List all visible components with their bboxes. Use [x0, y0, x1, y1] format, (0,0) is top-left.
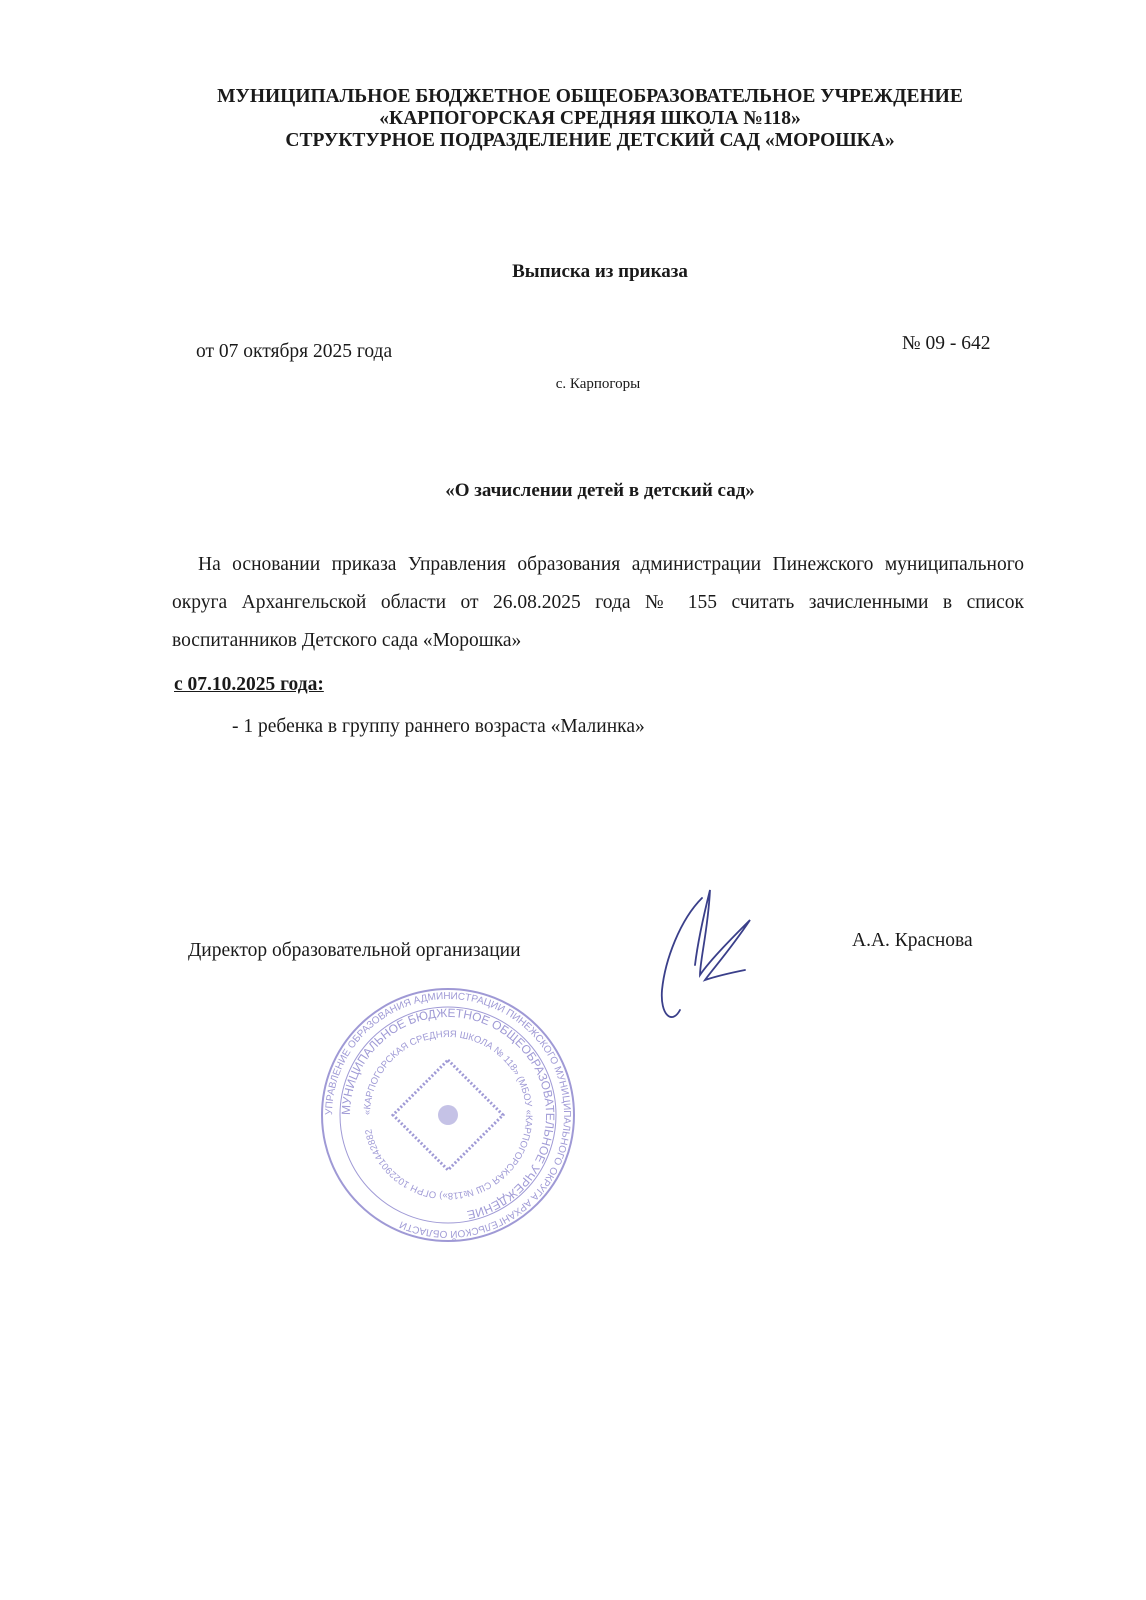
handwritten-signature: [650, 880, 770, 1030]
header-line-2: «КАРПОГОРСКАЯ СРЕДНЯЯ ШКОЛА №118»: [379, 108, 801, 129]
stamp-inner-text: «КАРПОГОРСКАЯ СРЕДНЯЯ ШКОЛА № 118» (МБОУ «КАРПОГОРСКАЯ СШ №118») ОГРН 1022901442882: [361, 1028, 535, 1202]
effective-date: с 07.10.2025 года:: [174, 674, 324, 695]
order-date: от 07 октября 2025 года: [196, 341, 393, 362]
enrollment-item: - 1 ребенка в группу раннего возраста «Малинка»: [232, 716, 645, 737]
header-line-3: СТРУКТУРНОЕ ПОДРАЗДЕЛЕНИЕ ДЕТСКИЙ САД «МОРОШКА»: [285, 130, 895, 151]
signatory-name: А.А. Краснова: [852, 930, 973, 951]
order-body: На основании приказа Управления образования администрации Пинежского муниципального округа Архангельской области от 26.08.2025 года № 155 считать зачисленными в список воспитанников Детского сада «Морошка»: [172, 554, 1024, 651]
stamp-outer-text: УПРАВЛЕНИЕ ОБРАЗОВАНИЯ АДМИНИСТРАЦИИ ПИНЕЖСКОГО МУНИЦИПАЛЬНОГО ОКРУГА АРХАНГЕЛЬСКОЙ ОБЛАСТИ: [323, 990, 573, 1240]
order-title: «О зачислении детей в детский сад»: [445, 480, 755, 501]
official-stamp: [318, 985, 578, 1245]
document-title: Выписка из приказа: [512, 261, 688, 282]
order-number: № 09 - 642: [902, 333, 991, 354]
place: с. Карпогоры: [555, 376, 641, 392]
stamp-middle-text: МУНИЦИПАЛЬНОЕ БЮДЖЕТНОЕ ОБЩЕОБРАЗОВАТЕЛЬНОЕ УЧРЕЖДЕНИЕ: [338, 1005, 558, 1223]
header-line-1: МУНИЦИПАЛЬНОЕ БЮДЖЕТНОЕ ОБЩЕОБРАЗОВАТЕЛЬНОЕ УЧРЕЖДЕНИЕ: [217, 86, 963, 107]
signatory-position: Директор образовательной организации: [188, 940, 521, 961]
